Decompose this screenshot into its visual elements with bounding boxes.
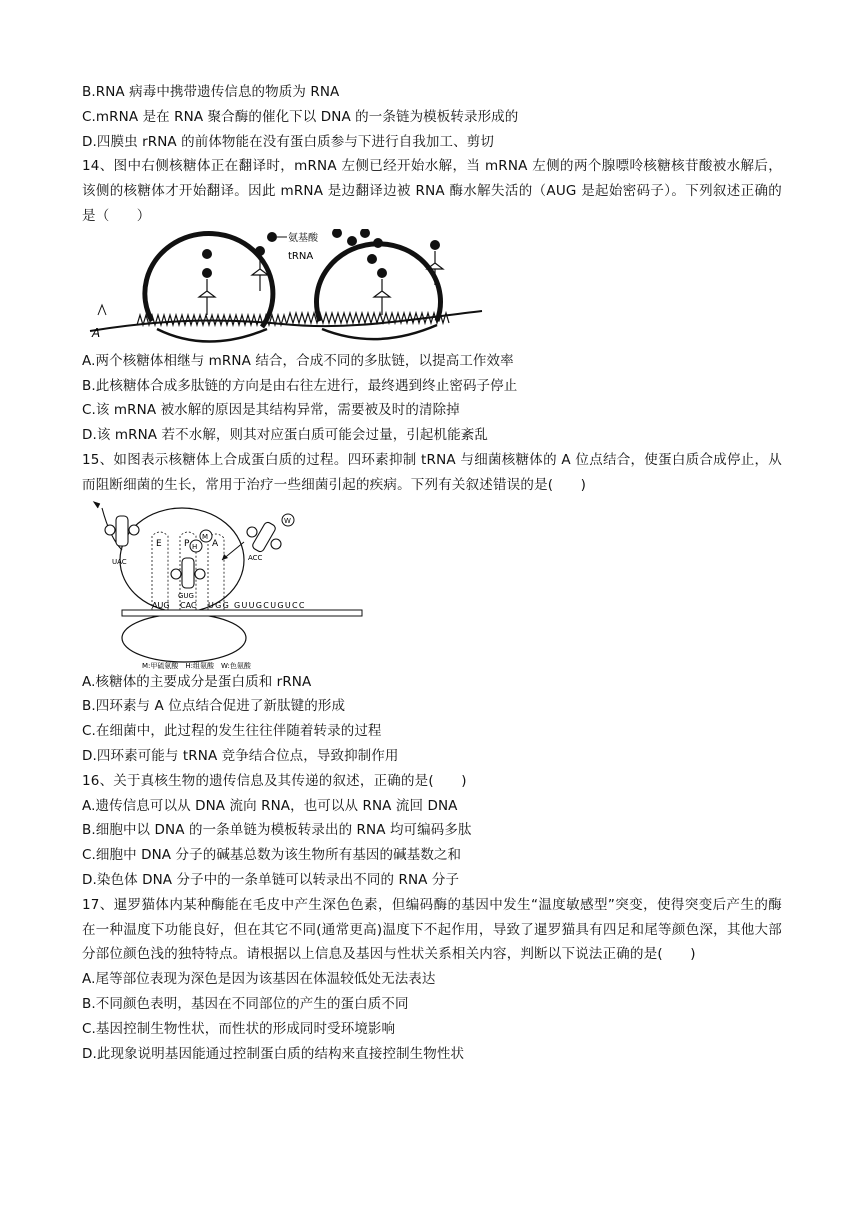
p-site-label: P [184,538,190,549]
acc-label: ACC [248,553,263,562]
amino-acid-legend: M:甲硫氨酸 H:组氨酸 W:色氨酸 [142,661,251,670]
q13-option-d: D.四膜虫 rRNA 的前体物能在没有蛋白质参与下进行自我加工、剪切 [82,133,494,150]
q14-stem: 14、图中右侧核糖体正在翻译时，mRNA 左侧已经开始水解，当 mRNA 左侧的两个腺嘌呤核糖核苷酸被水解后，该侧的核糖体才开始翻译。因此 mRNA 是边翻译边被 RNA 酶水解失活的（AUG 是起始密码子）。下列叙述正确的是（ ） [82,158,782,224]
q14-figure [82,229,782,349]
q17-option-d: D.此现象说明基因能通过控制蛋白质的结构来直接控制生物性状 [82,1045,465,1062]
a-label: A [92,325,101,340]
q15-option-a: A.核糖体的主要成分是蛋白质和 rRNA [82,673,312,690]
q14-option-a: A.两个核糖体相继与 mRNA 结合，合成不同的多肽链，以提高工作效率 [82,352,514,369]
q13-option-c: C.mRNA 是在 RNA 聚合酶的催化下以 DNA 的一条链为模板转录形成的 [82,108,519,125]
gug-label: GUG [178,591,194,600]
ribosome-translation-diagram [82,229,502,349]
a-site-label: A [212,538,219,549]
w-amino-label: W [284,516,291,525]
trna-label: tRNA [288,250,314,262]
e-site-label: E [156,538,162,549]
exam-page [82,80,782,1066]
q17-option-a: A.尾等部位表现为深色是因为该基因在体温较低处无法表达 [82,971,436,988]
q14-option-c: C.该 mRNA 被水解的原因是其结构异常，需要被及时的清除掉 [82,402,460,419]
q14-option-b: B.此核糖体合成多肽链的方向是由右往左进行，最终遇到终止密码子停止 [82,377,518,394]
q16-stem: 16、关于真核生物的遗传信息及其传递的叙述，正确的是( ) [82,772,467,789]
m-amino-label: M [202,532,209,541]
uac-label: UAC [112,557,127,566]
q13-option-b: B.RNA 病毒中携带遗传信息的物质为 RNA [82,84,340,100]
q15-option-d: D.四环素可能与 tRNA 竞争结合位点，导致抑制作用 [82,747,399,764]
q16-option-d: D.染色体 DNA 分子中的一条单链可以转录出不同的 RNA 分子 [82,871,460,888]
q15-stem: 15、如图表示核糖体上合成蛋白质的过程。四环素抑制 tRNA 与细菌核糖体的 A 位点结合，使蛋白质合成停止，从而阻断细菌的生长，常用于治疗一些细菌引起的疾病。下列有关叙述错误的是( ) [82,451,782,493]
q17-option-b: B.不同颜色表明，基因在不同部位的产生的蛋白质不同 [82,995,409,1012]
q15-figure [82,498,782,670]
q15-option-c: C.在细菌中，此过程的发生往往伴随着转录的过程 [82,723,382,740]
q16-option-c: C.细胞中 DNA 分子的碱基总数为该生物所有基因的碱基数之和 [82,847,462,864]
amino-acid-label: 氨基酸 [288,232,318,244]
q17-option-c: C.基因控制生物性状，而性状的形成同时受环境影响 [82,1020,396,1037]
cac-label: CAC [180,600,197,610]
q17-stem: 17、暹罗猫体内某种酶能在毛皮中产生深色色素，但编码酶的基因中发生“温度敏感型”突变，使得突变后产生的酶在一种温度下功能良好，但在其它不同(通常更高)温度下不起作用，导致了暹罗猫具有四足和尾等颜色深，其他大部分部位颜色浅的独特特点。请根据以上信息及基因与性状关系相关内容，判断以下说法正确的是( ) [82,896,782,963]
protein-synthesis-diagram [82,498,382,670]
q16-option-a: A.遗传信息可以从 DNA 流向 RNA，也可以从 RNA 流回 DNA [82,797,458,814]
q15-option-b: B.四环素与 A 位点结合促进了新肽键的形成 [82,698,346,715]
mrna-sequence: UGG GUUGCUGUCC [208,600,306,610]
h-amino-label: H [192,542,198,551]
q16-option-b: B.细胞中以 DNA 的一条单链为模板转录出的 RNA 均可编码多肽 [82,822,472,839]
q14-option-d: D.该 mRNA 若不水解，则其对应蛋白质可能会过量，引起机能紊乱 [82,427,488,444]
aug-label: AUG [152,600,170,610]
